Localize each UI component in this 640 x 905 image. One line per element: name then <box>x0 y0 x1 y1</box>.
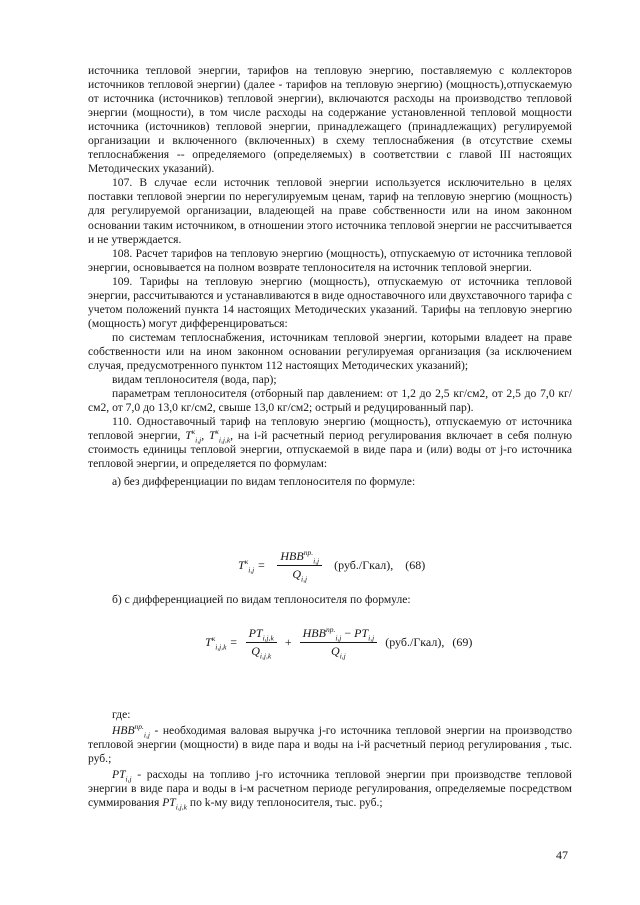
formula-68-unit: (руб./Гкал), <box>334 558 394 572</box>
paragraph-110-rest: , на i-й расчетный период регулирования включает в себя полную стоимость единицы тепловой энергии, отпускаемой в виде пара и (или) воды от j-го источника тепловой энергии, и определяется по формулам: <box>88 429 572 471</box>
formula-69-number: (69) <box>452 635 473 649</box>
formula-69-lhs: $T^к_{i,j,k}$ = <box>205 634 238 652</box>
page-number: 47 <box>556 848 568 862</box>
paragraph-109-item-1: по системам теплоснабжения, источникам тепловой энергии, которыми владеет на праве собственности или на ином законном основании регулируемая организация (за исключением случая, предусмотренного пунктом 112 настоящих Методических указаний); <box>88 330 572 372</box>
case-b-label: б) с дифференциацией по видам теплоносителя по формуле: <box>112 593 411 606</box>
paragraph-107: 107. В случае если источник тепловой энергии используется исключительно в целях поставки тепловой энергии по нерегулируемым ценам, тариф на тепловую энергию (мощность) для регулируемой организации, владеющей на праве собственности или на ином законном основании таким источником, в отношении этого источника тепловой энергии не рассчитывается и не утверждается. <box>88 176 572 246</box>
formula-69-fraction-1: $\frac{PT_{i,j,k}}{Q_{i,j,k}}$ <box>246 625 277 660</box>
paragraph-106-cont: источника тепловой энергии, тарифов на тепловую энергию, поставляемую с коллекторов источников тепловой энергии) (далее - тарифов на тепловую энергию) (мощность),отпускаемую от источника (источников) тепловой энергии), включаются расходы на производство тепловой энергии (мощности), в том числе расходы на содержание установленной тепловой мощности источника (источников) тепловой энергии, принадлежащего (принадлежащих) регулируемой организации и включенного (включенных) в схему теплоснабжения (в отсутствие схемы теплоснабжения -- определяемого (определяемых) в соответствии с главой III настоящих Методических указаний). <box>88 64 572 176</box>
tariff-symbol-1: $T^к_{i,j}$ <box>185 427 202 445</box>
where-label: где: <box>112 708 131 721</box>
formula-68-fraction: $\frac{HBB^{пр.}_{i,j}}{Q_{i,j}}$ <box>277 548 322 583</box>
formula-69-unit: (руб./Гкал), <box>385 635 445 649</box>
nvv-symbol: $HBB^{пр.}_{i,j}$ <box>112 722 150 740</box>
paragraph-109-item-3: параметрам теплоносителя (отборный пар давлением: от 1,2 до 2,5 кг/см2, от 2,5 до 7,0 кг/см2, от 7,0 до 13,0 кг/см2, свыше 13,0 кг/см2; острый и редуцированный пар). <box>88 387 572 415</box>
paragraph-109-item-2: видам теплоносителя (вода, пар); <box>112 373 277 387</box>
formula-69-fraction-2: $\frac{HBB^{пр.}_{i,j} - PT_{i,j}}{Q_{i,j}}$ <box>300 625 378 660</box>
formula-69: $T^к_{i,j,k}$ = $\frac{PT_{i,j,k}}{Q_{i,j,k}}$ + $\frac{HBB^{пр.}_{i,j} - PT_{i,j}}{Q_{i,j}}$ (руб./Гкал), (69) <box>205 625 473 661</box>
pt-k-symbol: $PT_{i,j,k}$ <box>162 796 187 812</box>
document-body-3 <box>88 708 572 810</box>
document-body-2 <box>88 593 572 607</box>
paragraph-110: 110. Одноставочный тариф на тепловую энергию (мощность), отпускаемую от источника тепловой энергии, $T^к_{i,j}$, $T^к_{i,j,k}$, на i-й расчетный период регулирования включает в себя полную стоимость единицы тепловой энергии, отпускаемой в виде пара и (или) воды от j-го источника тепловой энергии, и определяется по формулам: <box>88 415 572 471</box>
formula-68-lhs: $T^к_{i,j}$ = <box>238 557 266 575</box>
definition-pt: $PT_{i,j}$ - расходы на топливо j-го источника тепловой энергии при производстве тепловой энергии в виде пара и воды в i-м расчетном периоде регулирования, определяемые посредством суммирования $PT_{i,j,k}$ по k-му виду теплоносителя, тыс. руб.; <box>88 768 572 812</box>
paragraph-109: 109. Тарифы на тепловую энергию (мощность), отпускаемую от источника тепловой энергии, рассчитываются и устанавливаются в виде одноставочного или двухставочного тарифа с учетом положений пункта 14 настоящих Методических указаний. Тарифы на тепловую энергию (мощность) могут дифференцироваться: <box>88 274 572 330</box>
definition-nvv: $HBB^{пр.}_{i,j}$ - необходимая валовая выручка j-го источника тепловой энергии на производство тепловой энергии (мощности) в виде пара и воды на i-й расчетный период регулирования , тыс. руб.; <box>88 722 572 766</box>
pt-symbol: $PT_{i,j}$ <box>112 768 132 784</box>
document-body <box>88 64 572 489</box>
case-a-label: а) без дифференциации по видам теплоносителя по формуле: <box>112 475 416 489</box>
paragraph-108: 108. Расчет тарифов на тепловую энергию (мощность), отпускаемую от источника тепловой энергии, основывается на полном возврате теплоносителя на источник тепловой энергии. <box>88 246 572 274</box>
formula-68-number: (68) <box>405 558 426 572</box>
tariff-symbol-2: $T^к_{i,j,k}$ <box>208 427 231 445</box>
formula-68 <box>238 548 425 583</box>
paragraph-110-start: 110. Одноставочный тариф на тепловую энергию (мощность), отпускаемую от источника тепловой энергии, <box>88 415 572 443</box>
